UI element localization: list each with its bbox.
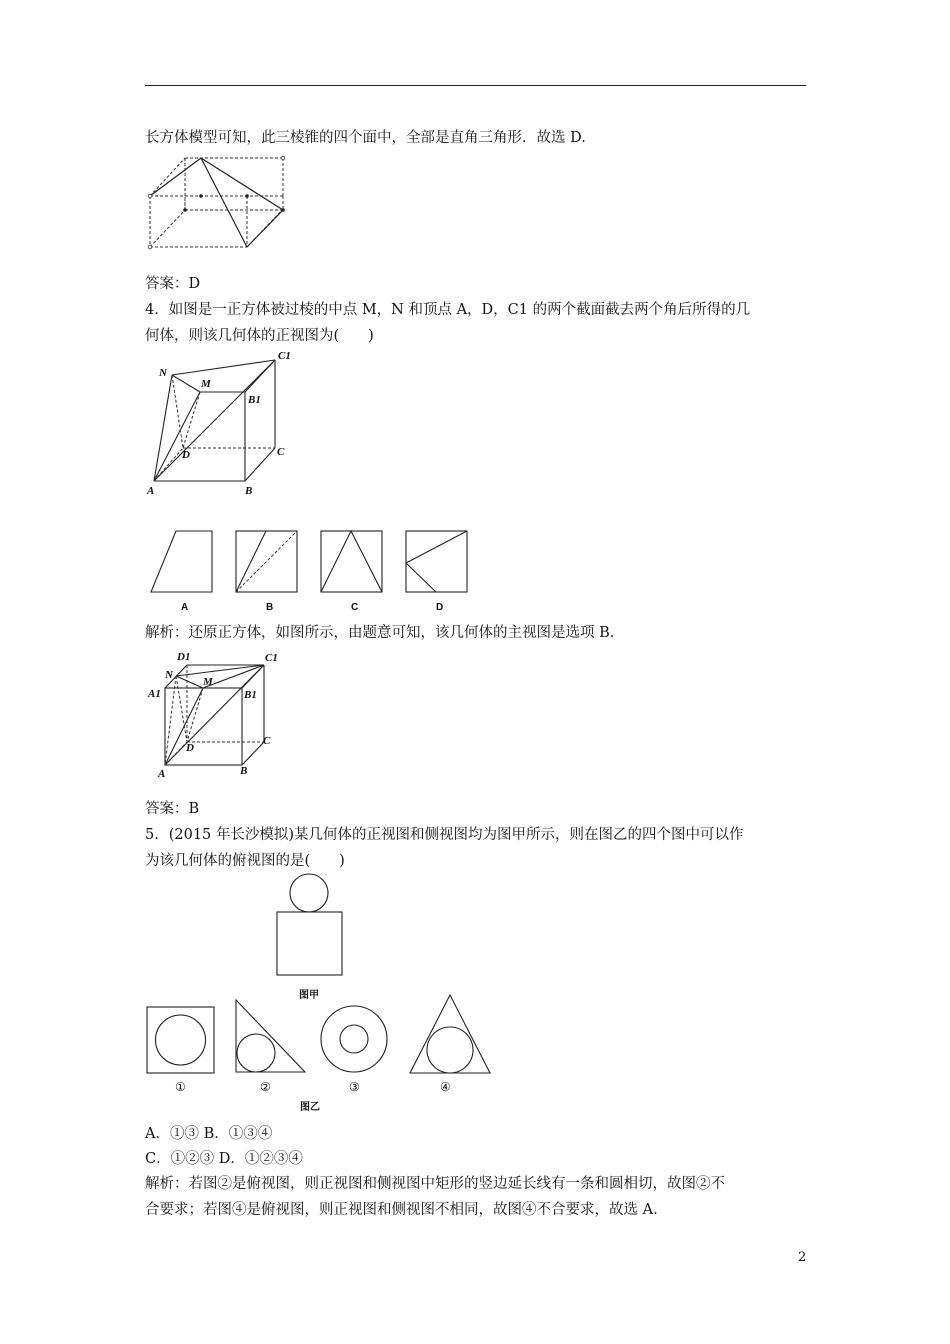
label-A: A	[147, 485, 155, 497]
label-N: N	[165, 669, 173, 681]
label-C: C	[263, 735, 271, 747]
analysis-line-2: 合要求；若图④是俯视图，则正视图和侧视图不相同，故图④不合要求，故选 A.	[145, 1202, 658, 1218]
q4-solid-figure	[145, 345, 295, 500]
analysis-line-1: 解析：若图②是俯视图，则正视图和侧视图中矩形的竖边延长线有一条和圆相切，故图②不	[145, 1176, 725, 1192]
label-B: B	[245, 485, 253, 497]
options-line-1: A．①③ B．①③④	[145, 1126, 273, 1142]
analysis-line: 解析：还原正方体，如图所示，由题意可知，该几何体的主视图是选项 B.	[145, 625, 615, 641]
label-N: N	[159, 367, 167, 379]
label-C: C	[277, 446, 285, 458]
figure-yi-label: ②	[260, 1080, 271, 1094]
label-B1: B1	[248, 394, 261, 406]
label-D1: D1	[177, 651, 191, 663]
option-label: B	[266, 602, 274, 613]
q4-option-b-figure	[235, 530, 300, 595]
figure-yi-2	[234, 998, 308, 1074]
figure-yi-label: ①	[175, 1080, 186, 1094]
q4-option-a-figure	[150, 530, 215, 595]
question-4-line-1: 4．如图是一正方体被过棱的中点 M，N 和顶点 A，D，C1 的两个截面截去两个角后所得的几	[145, 302, 751, 318]
question-5-line-1: 5．(2015 年长沙模拟)某几何体的正视图和侧视图均为图甲所示，则在图乙的四个图中可以作	[145, 827, 744, 843]
label-M: M	[201, 378, 211, 390]
q4-option-c-figure	[320, 530, 385, 595]
label-A: A	[158, 768, 166, 780]
label-B: B	[240, 765, 248, 777]
question-5-line-2: 为该几何体的俯视图的是( )	[145, 853, 345, 869]
options-line-2: C．①②③ D．①②③④	[145, 1151, 303, 1167]
figure-yi-label: ③	[349, 1080, 360, 1094]
cuboid-pyramid-figure	[145, 152, 290, 252]
label-D: D	[182, 449, 190, 461]
q4-option-d-figure	[405, 530, 470, 595]
answer-line: 答案：B	[145, 801, 200, 817]
label-C1: C1	[265, 652, 278, 664]
page-number: 2	[798, 1250, 807, 1265]
question-4-line-2: 何体，则该几何体的正视图为( )	[145, 328, 374, 344]
figure-yi-3	[319, 1004, 391, 1076]
answer-line: 答案：D	[145, 276, 201, 292]
label-M: M	[203, 676, 213, 688]
label-C1: C1	[278, 350, 291, 362]
figure-yi-4	[408, 993, 492, 1075]
label-D: D	[186, 742, 194, 754]
text-line: 长方体模型可知，此三棱锥的四个面中，全部是直角三角形．故选 D.	[145, 130, 586, 146]
figure-jia-caption: 图甲	[299, 990, 319, 1001]
figure-yi-caption: 图乙	[300, 1102, 320, 1113]
header-rule	[145, 85, 806, 86]
figure-yi-1	[146, 1006, 216, 1076]
option-label: C	[351, 602, 359, 613]
label-A1: A1	[148, 688, 161, 700]
q4-restored-cube-figure	[145, 648, 285, 780]
option-label: D	[436, 602, 444, 613]
figure-jia	[276, 872, 346, 978]
label-B1: B1	[244, 689, 257, 701]
option-label: A	[181, 602, 189, 613]
figure-yi-label: ④	[440, 1080, 451, 1094]
